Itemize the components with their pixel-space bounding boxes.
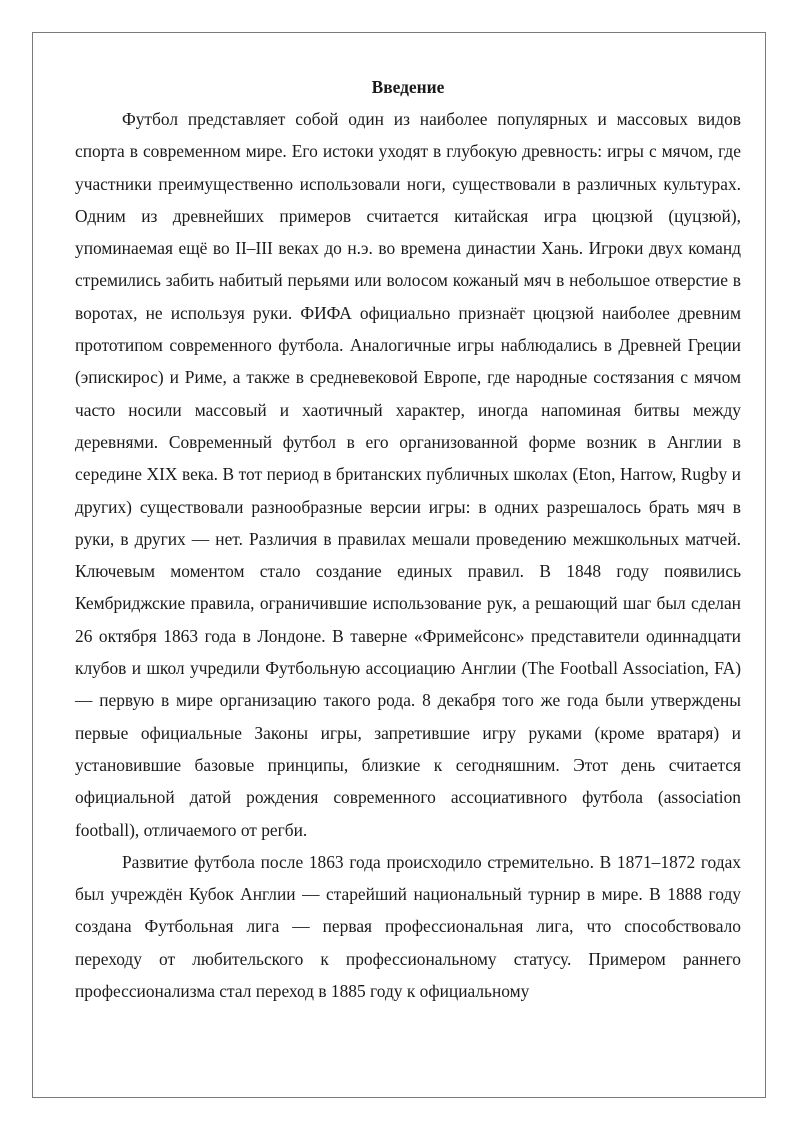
document-body <box>75 76 741 1007</box>
section-heading: Введение <box>371 77 445 97</box>
paragraph-2: Развитие футбола после 1863 года происходило стремительно. В 1871–1872 годах был учреждён Кубок Англии — старейший национальный турнир в мире. В 1888 году создана Футбольная лига — первая профессиональная лига, что способствовало переходу от любительского к профессиональному статусу. Примером раннего профессионализма стал переход в 1885 году к официальному <box>75 851 741 1002</box>
paragraph-1: Футбол представляет собой один из наиболее популярных и массовых видов спорта в современном мире. Его истоки уходят в глубокую древность: игры с мячом, где участники преимущественно использовали ноги, существовали в различных культурах. Одним из древнейших примеров считается китайская игра цюцзюй (цуцзюй), упоминаемая ещё во II–III веках до н.э. во времена династии Хань. Игроки двух команд стремились забить набитый перьями или волосом кожаный мяч в небольшое отверстие в воротах, не используя руки. ФИФА официально признаёт цюцзюй наиболее древним прототипом современного футбола. Аналогичные игры наблюдались в Древней Греции (эпискирос) и Риме, а также в средневековой Европе, где народные состязания с мячом часто носили массовый и хаотичный характер, иногда напоминая битвы между деревнями. Современный футбол в его организованной форме возник в Англии в середине XIX века. В тот период в британских публичных школах (Eton, Harrow, Rugby и других) существовали разнообразные версии игры: в одних разрешалось брать мяч в руки, в других — нет. Различия в правилах мешали проведению межшкольных матчей. Ключевым моментом стало создание единых правил. В 1848 году появились Кембриджские правила, ограничившие использование рук, а решающий шаг был сделан 26 октября 1863 года в Лондоне. В таверне «Фримейсонс» представители одиннадцати клубов и школ учредили Футбольную ассоциацию Англии (The Football Association, FA) — первую в мире организацию такого рода. 8 декабря того же года были утверждены первые официальные Законы игры, запретившие игру руками (кроме вратаря) и установившие базовые принципы, близкие к сегодняшним. Этот день считается официальной датой рождения современного ассоциативного футбола (association football), отличаемого от регби. <box>75 109 741 840</box>
